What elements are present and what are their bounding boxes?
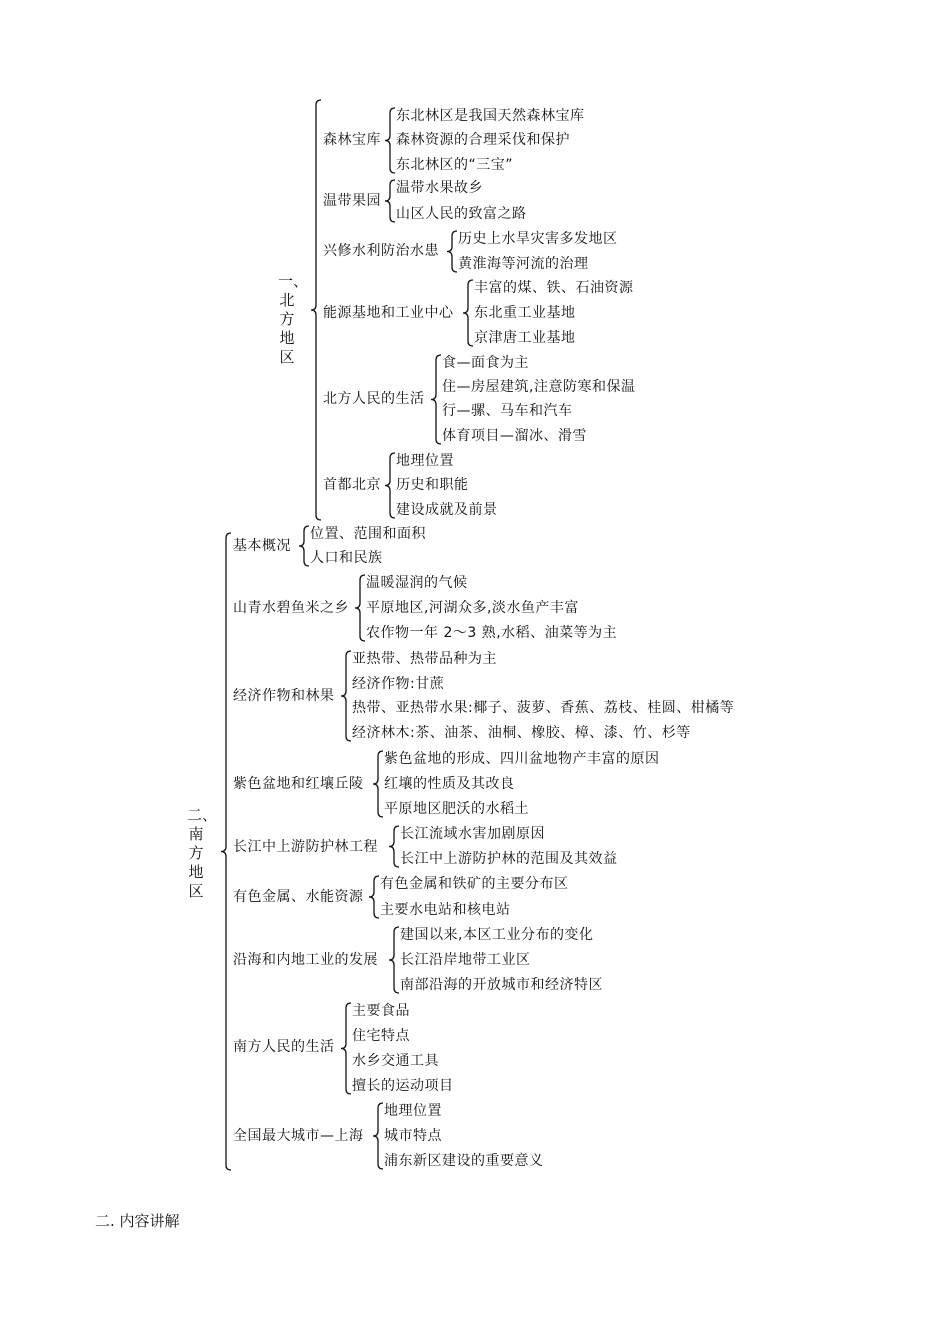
topic-brace (373, 1103, 383, 1169)
subtopic-item: 人口和民族 (310, 550, 383, 566)
subtopic-item: 长江中上游防护林的范围及其效益 (400, 851, 618, 867)
topic-label: 首都北京 (323, 477, 381, 493)
subtopic-item: 温暖湿润的气候 (366, 575, 468, 591)
topic-label: 基本概况 (233, 538, 291, 554)
subtopic-item: 浦东新区建设的重要意义 (384, 1153, 544, 1169)
section-brace (221, 533, 231, 1170)
topic-label: 森林宝库 (323, 132, 381, 148)
subtopic-item: 温带水果故乡 (396, 180, 483, 196)
topic-brace (447, 231, 457, 272)
topic-label: 沿海和内地工业的发展 (233, 952, 378, 968)
subtopic-item: 紫色盆地的形成、四川盆地物产丰富的原因 (384, 751, 660, 767)
topic-brace (299, 526, 309, 566)
subtopic-item: 城市特点 (384, 1128, 442, 1144)
subtopic-item: 东北重工业基地 (474, 305, 576, 321)
subtopic-item: 丰富的煤、铁、石油资源 (474, 280, 634, 296)
subtopic-item: 历史上水旱灾害多发地区 (458, 231, 618, 247)
subtopic-item: 东北林区是我国天然森林宝库 (396, 108, 585, 124)
subtopic-item: 地理位置 (396, 453, 454, 469)
topic-label: 兴修水利防治水患 (323, 243, 439, 259)
subtopic-item: 主要食品 (352, 1003, 410, 1019)
topic-label: 南方人民的生活 (233, 1039, 335, 1055)
topic-brace (431, 355, 441, 444)
subtopic-item: 住—房屋建筑,注意防寒和保温 (442, 379, 636, 395)
topic-label: 紫色盆地和红壤丘陵 (233, 776, 364, 792)
subtopic-item: 平原地区,河湖众多,淡水鱼产丰富 (366, 600, 579, 616)
topic-brace (341, 1003, 351, 1094)
topic-brace (389, 826, 399, 867)
subtopic-item: 建设成就及前景 (396, 502, 498, 518)
section-brace (311, 100, 321, 520)
subtopic-item: 亚热带、热带品种为主 (352, 651, 497, 667)
subtopic-item: 经济作物:甘蔗 (352, 676, 445, 692)
topic-label: 有色金属、水能资源 (233, 889, 364, 905)
subtopic-item: 地理位置 (384, 1103, 442, 1119)
topic-brace (463, 280, 473, 346)
subtopic-item: 黄淮海等河流的治理 (458, 256, 589, 272)
topic-brace (373, 751, 383, 817)
topic-brace (341, 651, 351, 741)
subtopic-item: 京津唐工业基地 (474, 330, 576, 346)
subtopic-item: 南部沿海的开放城市和经济特区 (400, 977, 603, 993)
subtopic-item: 长江沿岸地带工业区 (400, 952, 531, 968)
subtopic-item: 体育项目—溜冰、滑雪 (442, 428, 587, 444)
subtopic-item: 食—面食为主 (442, 355, 529, 371)
section-title: 二、南方地区 (187, 806, 218, 900)
subtopic-item: 行—骡、马车和汽车 (442, 403, 573, 419)
topic-label: 北方人民的生活 (323, 391, 425, 407)
subtopic-item: 农作物一年 2～3 熟,水稻、油菜等为主 (366, 625, 618, 641)
subtopic-item: 擅长的运动项目 (352, 1078, 454, 1094)
subtopic-item: 东北林区的“三宝” (396, 157, 514, 173)
subtopic-item: 热带、亚热带水果:椰子、菠萝、香蕉、荔枝、桂圆、柑橘等 (352, 700, 735, 716)
subtopic-item: 平原地区肥沃的水稻土 (384, 801, 529, 817)
subtopic-item: 位置、范围和面积 (310, 526, 426, 542)
topic-brace (385, 108, 395, 173)
topic-brace (369, 876, 379, 918)
subtopic-item: 建国以来,本区工业分布的变化 (400, 927, 594, 943)
topic-brace (385, 453, 395, 518)
topic-label: 温带果园 (323, 193, 381, 209)
subtopic-item: 主要水电站和核电站 (380, 902, 511, 918)
subtopic-item: 历史和职能 (396, 477, 469, 493)
topic-label: 能源基地和工业中心 (323, 305, 454, 321)
topic-brace (355, 575, 365, 641)
subtopic-item: 红壤的性质及其改良 (384, 776, 515, 792)
subtopic-item: 森林资源的合理采伐和保护 (396, 132, 570, 148)
topic-label: 全国最大城市—上海 (233, 1128, 364, 1144)
subtopic-item: 水乡交通工具 (352, 1053, 439, 1069)
topic-label: 山青水碧鱼米之乡 (233, 600, 349, 616)
section-title: 一、北方地区 (278, 272, 309, 366)
subtopic-item: 长江流域水害加剧原因 (400, 826, 545, 842)
topic-brace (385, 180, 395, 222)
subtopic-item: 有色金属和铁矿的主要分布区 (380, 876, 569, 892)
topic-label: 经济作物和林果 (233, 688, 335, 704)
topic-brace (389, 927, 399, 993)
subtopic-item: 住宅特点 (352, 1028, 410, 1044)
subtopic-item: 山区人民的致富之路 (396, 206, 527, 222)
subtopic-item: 经济林木:茶、油茶、油桐、橡胶、樟、漆、竹、杉等 (352, 725, 691, 741)
topic-label: 长江中上游防护林工程 (233, 839, 378, 855)
section-heading-content-explanation: 二. 内容讲解 (95, 1212, 180, 1230)
